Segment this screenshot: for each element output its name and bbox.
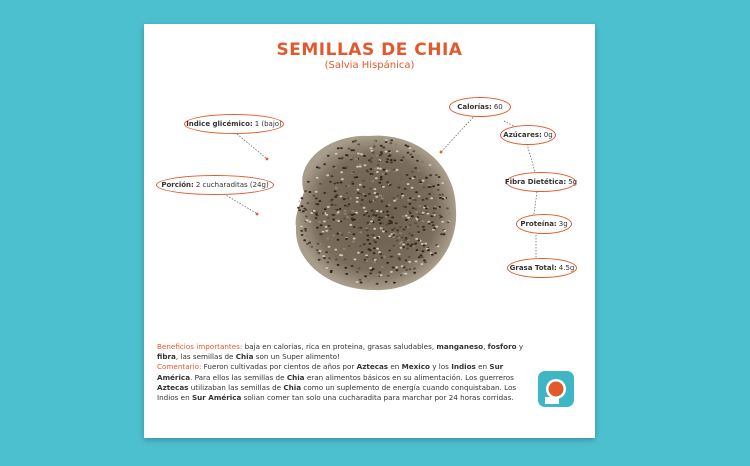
- infographic-card: [144, 24, 595, 438]
- bubble-calories: Calorías: 60: [449, 97, 511, 117]
- page-subtitle: (Salvia Hispánica): [324, 60, 415, 71]
- bubble-portion: Porción: 2 cucharaditas (24g): [156, 175, 274, 195]
- description-text: Beneficios importantes: baja en calorias, rica en proteina, grasas saludables, manganeso, fosforo y fibra, las semillas de Chia son un Super alimento! Comentario: Fueron cultivadas por cientos de años por Aztecas en Mexico y los Indios en Sur América. Para ellos las semillas de Chia eran alimentos básicos en su alimentación. Los guerreros Aztecas utilizaban las semillas de Chia como un suplemento de energía cuando conquistaban. Los Indios en Sur América solian comer tan solo una cucharadita para marchar por 24 horas corridas.: [157, 342, 524, 403]
- bubble-protein: Proteína: 3g: [516, 214, 572, 234]
- bubble-dietary-fiber: Fibra Dietética: 5g: [506, 172, 576, 192]
- brand-logo-icon: [536, 369, 576, 409]
- page-title: SEMILLAS DE CHIA: [276, 40, 463, 60]
- bubble-total-fat: Grasa Total: 4.5g: [507, 258, 577, 278]
- bubble-glycemic-index: Indice glicémico: 1 (bajo): [184, 114, 284, 134]
- bubble-sugars: Azúcares: 0g: [500, 125, 556, 145]
- chia-seeds-image: [284, 122, 464, 298]
